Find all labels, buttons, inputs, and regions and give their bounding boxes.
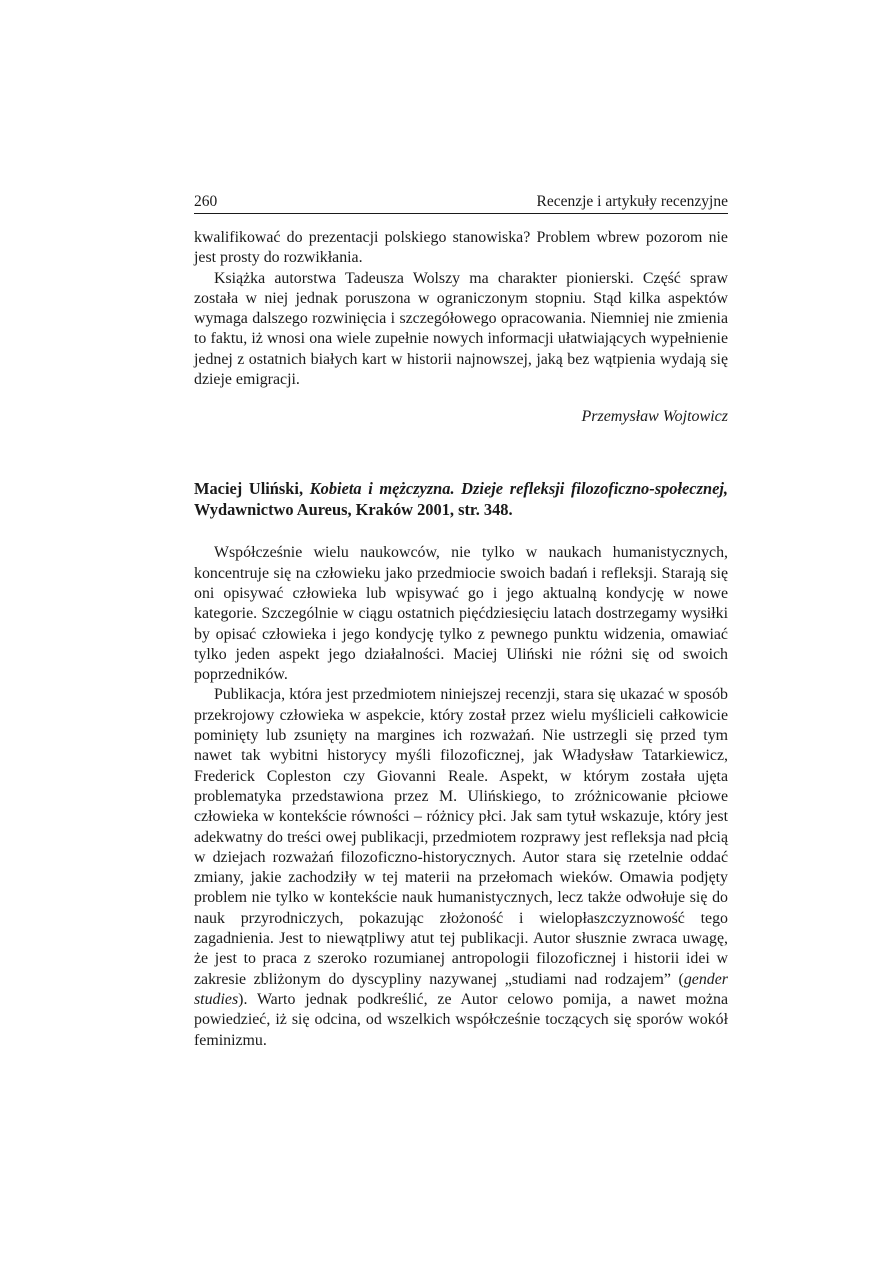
review-paragraph-2 xyxy=(194,685,728,1050)
review-heading xyxy=(194,479,728,520)
previous-review-paragraph-2: Książka autorstwa Tadeusza Wolszy ma charakter pionierski. Część spraw została w niej jednak poruszona w ograniczonym stopniu. Stąd kilka aspektów wymaga dalszego rozwinięcia i szczegółowego opracowania. Niemniej nie zmienia to faktu, iż wnosi ona wiele zupełnie nowych informacji ułatwiających wypełnienie jednej z ostatnich białych kart w historii najnowszej, jaką bez wątpienia wydają się dzieje emigracji. xyxy=(194,269,728,389)
review-paragraph-1: Współcześnie wielu naukowców, nie tylko w naukach humanistycznych, koncentruje się na człowieku jako przedmiocie swoich badań i refleksji. Starają się oni opisywać człowieka lub wpisywać go i jego aktualną kondycję w nowe kategorie. Szczególnie w ciągu ostatnich pięćdziesięciu latach dostrzegamy wysiłki by opisać człowieka i jego kondycję tylko z pewnego punktu widzenia, omawiać tylko jeden aspekt jego działalności. Maciej Uliński nie różni się od swoich poprzedników. xyxy=(194,544,728,684)
review-paragraph-2-part-1: Publikacja, która jest przedmiotem niniejszej recenzji, stara się ukazać w sposób przekrojowy człowieka w aspekcie, który został przez wielu myślicieli całkowicie pominięty lub zsunięty na margines ich rozważań. Nie ustrzegli się przed tym nawet tak wybitni historycy myśli filozoficznej, jak Władysław Tatarkiewicz, Frederick Copleston czy Giovanni Reale. Aspekt, w którym została ujęta problematyka przedstawiona przez M. Ulińskiego, to zróżnicowanie płciowe człowieka w kontekście równości – różnicy płci. Jak sam tytuł wskazuje, który jest adekwatny do treści owej publikacji, przedmiotem rozprawy jest refleksja nad płcią w dziejach rozważań filozoficzno-historycznych. Autor stara się rzetelnie oddać zmiany, jakie zachodziły w tej materii na przełomach wieków. Omawia podjęty problem nie tylko w kontekście nauk humanistycznych, lecz także odwołuje się do nauk przyrodniczych, pokazując złożoność i wielopłaszczyznowość tego zagadnienia. Jest to niewątpliwy atut tej publikacji. Autor słusznie zwraca uwagę, że jest to praca z szeroko rozumianej antropologii filozoficznej i historii idei w zakresie zbliżonym do dyscypliny nazywanej „studiami nad rodzajem” ( xyxy=(194,686,728,988)
book-author: Maciej Uliński, xyxy=(194,479,304,499)
gender-studies-term: gender studies xyxy=(194,970,728,1008)
page xyxy=(194,193,728,1051)
review-body xyxy=(194,543,728,1050)
previous-review-paragraph-1: kwalifikować do prezentacji polskiego stanowiska? Problem wbrew pozorom nie jest prosty do rozwikłania. xyxy=(194,229,728,267)
book-publisher: Wydawnictwo Aureus, Kraków 2001, str. 348. xyxy=(194,499,513,519)
page-number: 260 xyxy=(194,193,218,210)
section-title: Recenzje i artykuły recenzyjne xyxy=(536,193,728,210)
book-title: Kobieta i mężczyzna. Dzieje refleksji filozoficzno-społecznej, xyxy=(309,479,729,499)
review-paragraph-2-part-2: ). Warto jednak podkreślić, ze Autor celowo pomija, a nawet można powiedzieć, iż się odcina, od wszelkich współcześnie toczących się sporów wokół feminizmu. xyxy=(194,990,728,1049)
reviewer-signature: Przemysław Wojtowicz xyxy=(581,408,728,426)
previous-review-text xyxy=(194,228,728,390)
running-head xyxy=(194,193,728,214)
